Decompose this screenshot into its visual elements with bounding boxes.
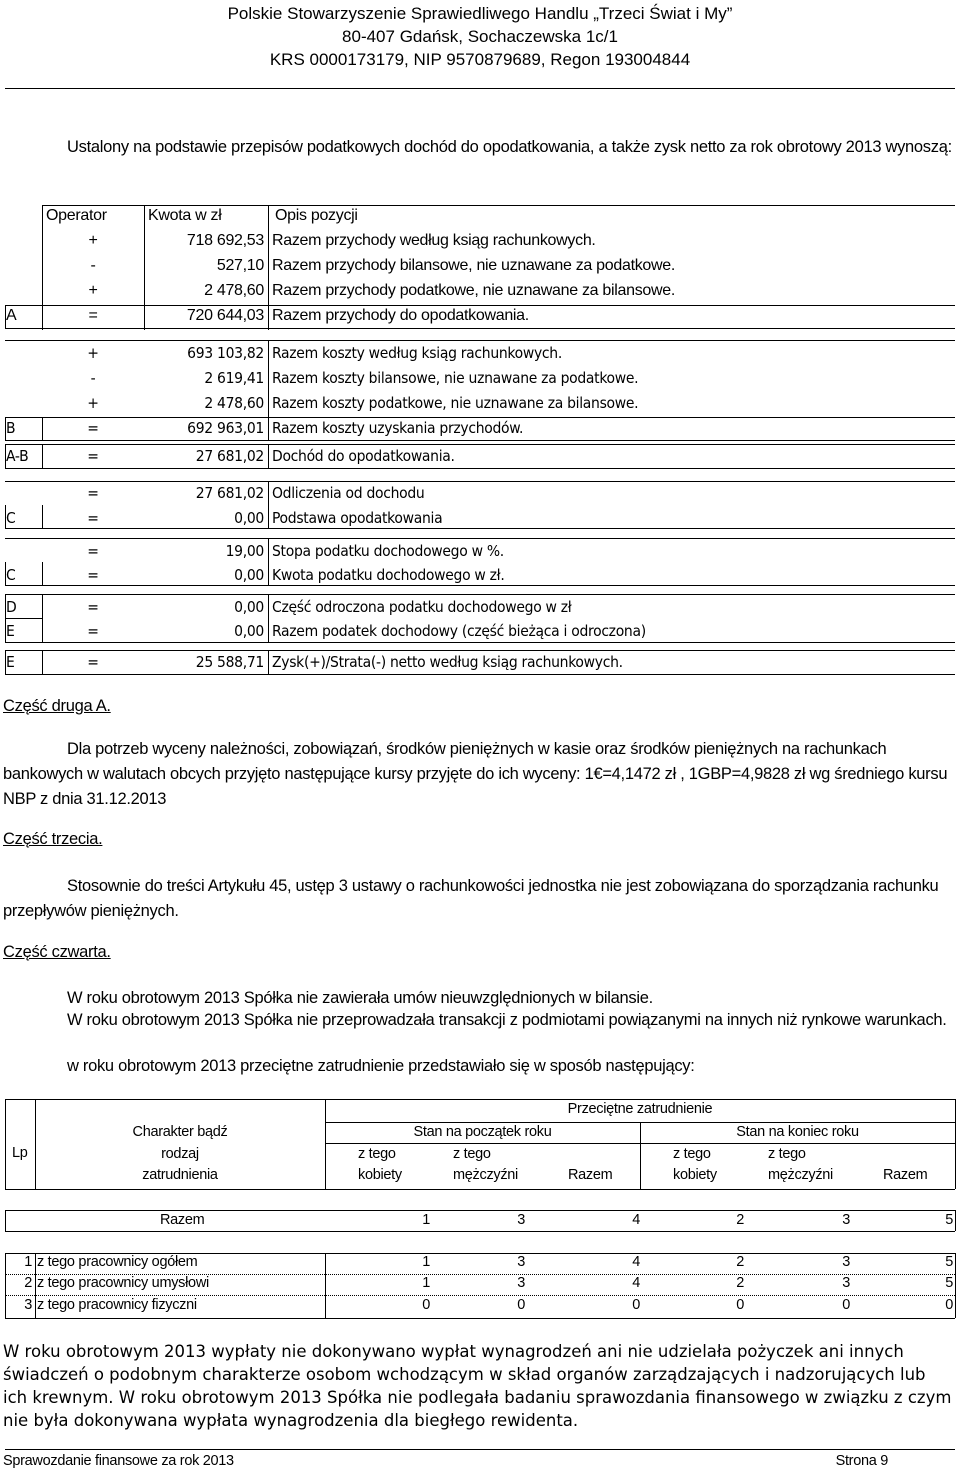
row-category: z tego pracownicy umysłowi <box>37 1275 209 1291</box>
row-operator: = <box>87 509 99 527</box>
row-label: A <box>6 307 17 324</box>
org-address: 80-407 Gdańsk, Sochaczewska 1c/1 <box>342 27 618 46</box>
character-header-3: zatrudnienia <box>142 1167 218 1183</box>
row-lp: 1 <box>24 1254 32 1270</box>
row-operator: = <box>87 598 99 616</box>
row-value: 3 <box>842 1254 850 1270</box>
row-amount: 0,00 <box>234 509 264 527</box>
row-operator: + <box>87 394 99 412</box>
org-registry: KRS 0000173179, NIP 9570879689, Regon 193004844 <box>269 50 691 69</box>
men-subheader-end: z tego <box>768 1146 806 1162</box>
row-label <box>6 255 42 277</box>
row-operator: + <box>88 282 98 299</box>
row-value: 0 <box>632 1297 640 1313</box>
row-operator: - <box>90 369 96 387</box>
row-value: 0 <box>842 1297 850 1313</box>
women-header-end: kobiety <box>673 1167 717 1183</box>
row-description: Stopa podatku dochodowego w %. <box>272 542 504 560</box>
row-amount: 2 619,41 <box>204 369 264 387</box>
total-value: 5 <box>945 1212 953 1228</box>
part4-paragraph-1: W roku obrotowym 2013 Spółka nie zawierała umów nieuwzględnionych w bilansie. <box>67 989 653 1007</box>
footer-divider <box>5 1449 955 1450</box>
total-row-label: Razem <box>160 1212 205 1228</box>
row-label <box>6 482 42 504</box>
row-description: Dochód do opodatkowania. <box>272 447 455 465</box>
row-value: 0 <box>422 1297 430 1313</box>
row-lp: 3 <box>24 1297 32 1313</box>
total-header-end: Razem <box>883 1167 928 1183</box>
end-of-year-header: Stan na koniec roku <box>736 1124 859 1140</box>
row-lp: 2 <box>24 1275 32 1291</box>
row-amount: 692 963,01 <box>187 419 264 437</box>
women-subheader: z tego <box>358 1146 396 1162</box>
footer-title: Sprawozdanie finansowe za rok 2013 <box>3 1453 234 1469</box>
document-header <box>0 2 960 71</box>
row-description: Razem koszty podatkowe, nie uznawane za bilansowe. <box>272 394 639 412</box>
total-value: 4 <box>632 1212 640 1228</box>
row-amount: 527,10 <box>216 257 264 274</box>
row-description: Razem przychody do opodatkowania. <box>272 307 529 324</box>
row-description: Kwota podatku dochodowego w zł. <box>272 566 505 584</box>
character-header-1: Charakter bądź <box>132 1124 228 1140</box>
part4-paragraph-3: w roku obrotowym 2013 przeciętne zatrudnienie przedstawiało się w sposób następujący: <box>67 1057 695 1075</box>
row-value: 3 <box>517 1254 525 1270</box>
row-operator: = <box>87 447 99 465</box>
row-label: B <box>6 419 16 437</box>
row-label: C <box>6 509 16 527</box>
row-label <box>6 540 42 562</box>
row-value: 3 <box>842 1275 850 1291</box>
total-value: 3 <box>842 1212 850 1228</box>
employment-title: Przeciętne zatrudnienie <box>567 1101 713 1117</box>
row-description: Razem koszty bilansowe, nie uznawane za podatkowe. <box>272 369 639 387</box>
row-description: Razem przychody podatkowe, nie uznawane za bilansowe. <box>272 282 676 299</box>
row-value: 1 <box>422 1275 430 1291</box>
row-value: 5 <box>945 1275 953 1291</box>
row-value: 4 <box>632 1275 640 1291</box>
row-value: 3 <box>517 1275 525 1291</box>
row-amount: 2 478,60 <box>204 282 264 299</box>
row-operator: = <box>87 566 99 584</box>
row-category: z tego pracownicy ogółem <box>37 1254 198 1270</box>
row-amount: 693 103,82 <box>187 344 264 362</box>
operator-header: Operator <box>46 207 107 224</box>
total-header-start: Razem <box>568 1167 613 1183</box>
character-header-2: rodzaj <box>161 1146 199 1162</box>
row-category: z tego pracownicy fizyczni <box>37 1297 197 1313</box>
row-operator: + <box>87 344 99 362</box>
row-amount: 25 588,71 <box>195 653 264 671</box>
start-of-year-header: Stan na początek roku <box>413 1124 552 1140</box>
row-operator: = <box>87 622 99 640</box>
intro-paragraph: Ustalony na podstawie przepisów podatkowych dochód do opodatkowania, a także zysk netto za rok obrotowy 2013 wynoszą: <box>67 138 952 156</box>
closing-paragraph: W roku obrotowym 2013 wypłaty nie dokonywano wypłat wynagrodzeń ani nie udzielała pożyczek ani innych świadczeń o podobnym charakterze osobom wchodzącym w skład organów zarządzających i nadzorujących lub ich krewnym. W roku obrotowym 2013 Spółka nie podlegała badaniu sprawozdania finansowego w związku z czym nie była dokonywana wypłata wynagrodzenia dla biegłego rewidenta. <box>3 1342 952 1430</box>
men-header-start: mężczyźni <box>453 1167 518 1183</box>
row-description: Razem koszty uzyskania przychodów. <box>272 419 524 437</box>
row-label: C <box>6 566 16 584</box>
row-operator: = <box>87 484 99 502</box>
header-divider <box>5 88 955 89</box>
row-amount: 718 692,53 <box>186 232 264 249</box>
row-value: 0 <box>517 1297 525 1313</box>
part4-heading: Część czwarta. <box>3 943 111 961</box>
men-header-end: mężczyźni <box>768 1167 833 1183</box>
amount-header: Kwota w zł <box>148 207 222 224</box>
row-description: Razem koszty według ksiąg rachunkowych. <box>272 344 562 362</box>
description-header: Opis pozycji <box>275 207 358 224</box>
row-label: A-B <box>6 447 29 465</box>
row-value: 0 <box>945 1297 953 1313</box>
row-operator: = <box>88 307 98 324</box>
row-description: Podstawa opodatkowania <box>272 509 443 527</box>
row-operator: + <box>88 232 98 249</box>
row-amount: 720 644,03 <box>186 307 264 324</box>
row-value: 4 <box>632 1254 640 1270</box>
women-subheader-end: z tego <box>673 1146 711 1162</box>
row-amount: 0,00 <box>234 566 264 584</box>
part2-heading: Część druga A. <box>3 697 111 715</box>
row-description: Razem przychody według ksiąg rachunkowych. <box>272 232 596 249</box>
row-label: D <box>6 598 17 616</box>
row-label: E <box>6 653 15 671</box>
row-value: 2 <box>736 1254 744 1270</box>
row-amount: 0,00 <box>234 598 264 616</box>
lp-header: Lp <box>12 1145 28 1161</box>
row-value: 2 <box>736 1275 744 1291</box>
row-label <box>6 230 42 252</box>
row-value: 0 <box>736 1297 744 1313</box>
row-label <box>6 392 42 414</box>
total-value: 2 <box>736 1212 744 1228</box>
part3-paragraph: Stosownie do treści Artykułu 45, ustęp 3 ustawy o rachunkowości jednostka nie jest zobowiązana do sporządzania rachunku przepływów pieniężnych. <box>3 877 939 920</box>
row-description: Razem podatek dochodowy (część bieżąca i odroczona) <box>272 622 646 640</box>
row-description: Część odroczona podatku dochodowego w zł <box>272 598 572 616</box>
part2-paragraph: Dla potrzeb wyceny należności, zobowiązań, środków pieniężnych w kasie oraz środków pieniężnych na rachunkach bankowych w walutach obcych przyjęto następujące kursy przyjęte do ich wyceny: 1€=4,1472 zł , 1GBP=4,9828 zł wg średniego kursu NBP z dnia 31.12.2013 <box>3 740 948 808</box>
row-amount: 2 478,60 <box>204 394 264 412</box>
total-value: 1 <box>422 1212 430 1228</box>
row-description: Zysk(+)/Strata(-) netto według ksiąg rachunkowych. <box>272 653 623 671</box>
page-number: Strona 9 <box>835 1453 888 1469</box>
row-value: 5 <box>945 1254 953 1270</box>
row-operator: = <box>87 653 99 671</box>
row-label: E <box>6 622 15 640</box>
row-amount: 0,00 <box>234 622 264 640</box>
row-value: 1 <box>422 1254 430 1270</box>
men-subheader: z tego <box>453 1146 491 1162</box>
row-description: Odliczenia od dochodu <box>272 484 425 502</box>
row-label <box>6 367 42 389</box>
row-amount: 27 681,02 <box>195 484 264 502</box>
part4-paragraph-2: W roku obrotowym 2013 Spółka nie przeprowadzała transakcji z podmiotami powiązanymi na innych niż rynkowe warunkach. <box>67 1011 947 1029</box>
org-name: Polskie Stowarzyszenie Sprawiedliwego Handlu „Trzeci Świat i My” <box>227 4 733 23</box>
row-description: Razem przychody bilansowe, nie uznawane za podatkowe. <box>272 257 676 274</box>
row-operator: = <box>87 542 99 560</box>
row-amount: 19,00 <box>225 542 264 560</box>
row-label <box>6 280 42 302</box>
part3-heading: Część trzecia. <box>3 830 103 848</box>
row-operator: - <box>90 257 96 274</box>
row-amount: 27 681,02 <box>195 447 264 465</box>
total-value: 3 <box>517 1212 525 1228</box>
row-label <box>6 342 42 364</box>
women-header-start: kobiety <box>358 1167 402 1183</box>
row-operator: = <box>87 419 99 437</box>
